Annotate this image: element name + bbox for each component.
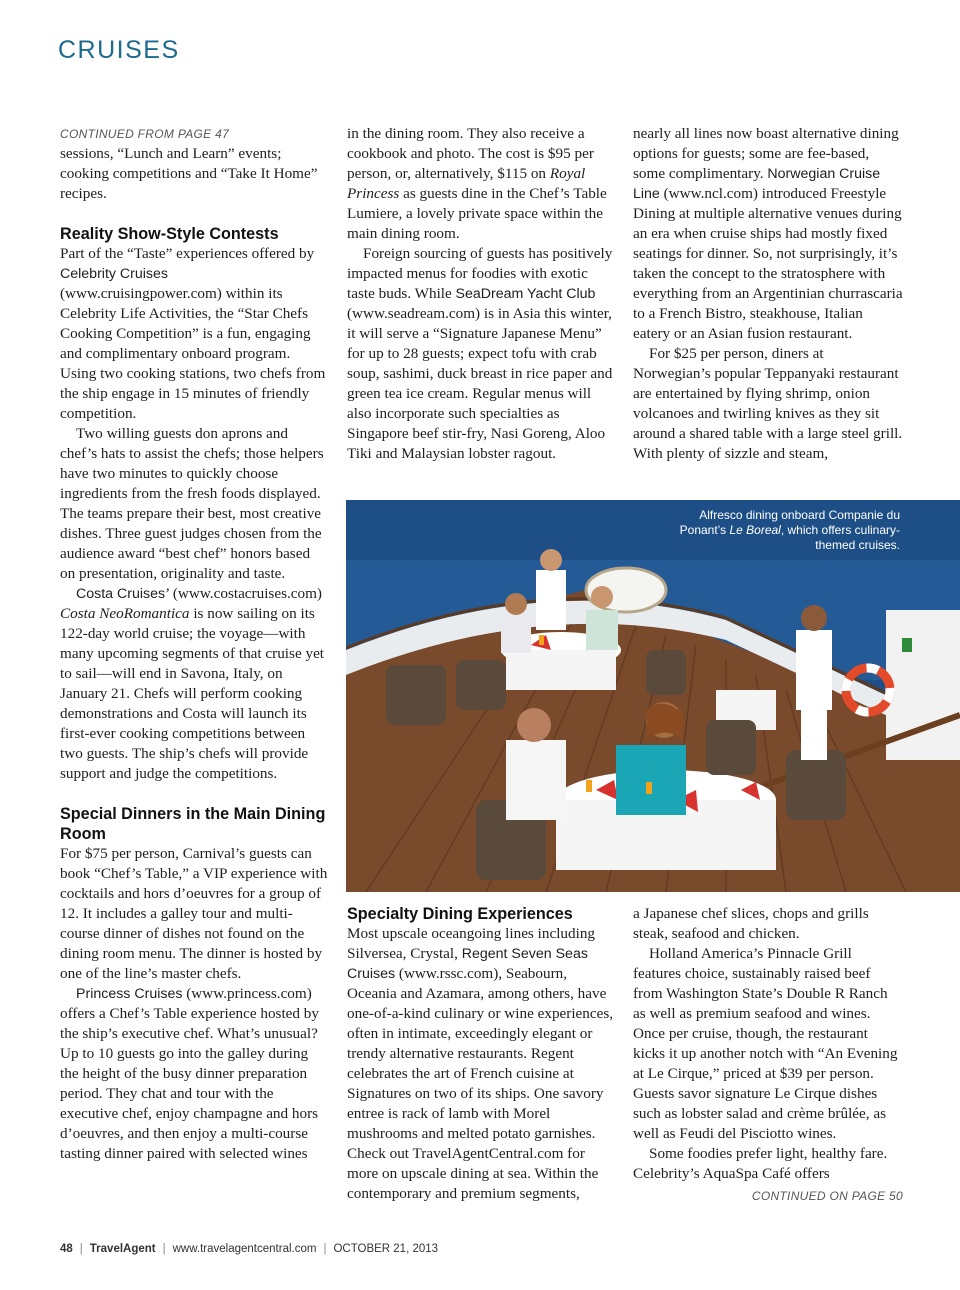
paragraph-holland-america: Holland America’s Pinnacle Grill features choice, sustainably raised beef from Washington State’s Double R Ranch as well as premium seafood and wines. Once per cruise, though, the restaurant kicks it up another notch with “An Evening at Le Cirque,” priced at $39 per person. Guests savor signature Le Cirque dishes such as lobster salad and crème brûlée, as well as Feudi del Pisciotto wines.	[633, 945, 898, 1142]
dining-deck-photo	[346, 500, 960, 892]
ship-name-royal-princess: Royal Princess	[347, 165, 586, 202]
continued-from-label: CONTINUED FROM PAGE 47	[60, 127, 230, 141]
brand-seadream-yacht-club: SeaDream Yacht Club	[455, 286, 596, 302]
section-title: CRUISES	[58, 36, 180, 64]
photo-caption: Alfresco dining onboard Companie du Ponant’s Le Boreal, which offers culinary-themed cruises.	[679, 508, 900, 552]
heading-reality-show: Reality Show-Style Contests	[60, 225, 279, 243]
footer-brand: TravelAgent	[89, 1243, 156, 1255]
paragraph-norwegian: nearly all lines now boast alternative dining options for guests; some are fee-based, some complimentary. Norwegian Cruise Line (www.ncl.com) introduced Freestyle Dining at multiple alternative venues during an era when cruise ships had mostly fixed seatings for dinner. So, not surprisingly, it’s taken the concept to the stratosphere with everything from an Argentinian churrascaria to a French Bistro, steakhouse, Italian eatery or an Asian fusion restaurant.	[633, 125, 903, 342]
brand-regent-seven-seas: Regent Seven Seas Cruises	[347, 946, 588, 982]
paragraph-carnival: For $75 per person, Carnival’s guests can book “Chef’s Table,” a VIP experience with cocktails and hors d’oeuvres for a group of 12. It includes a galley tour and multi-course dinner of dishes not found on the dining room menu. The dinner is hosted by one of the line’s master chefs.	[60, 845, 328, 982]
paragraph-costa: Costa Cruises’ (www.costacruises.com) Costa NeoRomantica is now sailing on its 122-day world cruise; the voyage—with many upcoming segments of that cruise yet to sail—will end in Savona, Italy, on January 21. Chefs will perform cooking demonstrations and Costa will launch its first-ever cooking competitions between two guests. The ship’s chefs will provide support and judge the competitions.	[60, 585, 325, 782]
paragraph-princess: Princess Cruises (www.princess.com) offers a Chef’s Table experience hosted by the ship’s executive chef. What’s unusual? Up to 10 guests go into the galley during the height of the busy dinner preparation period. They chat and tour with the executive chef, enjoy champagne and hors d’oeuvres, and then enjoy a multi-course tasting dinner paired with selected wines	[60, 985, 319, 1162]
intro-paragraph: sessions, “Lunch and Learn” events; cooking competitions and “Take It Home” recipes.	[60, 145, 318, 202]
paragraph-japanese-chef: a Japanese chef slices, chops and grills steak, seafood and chicken.	[633, 905, 869, 942]
column-1	[60, 124, 328, 1164]
brand-celebrity-cruises: Celebrity Cruises	[60, 266, 169, 282]
photo-illustration	[346, 500, 960, 892]
column-3-bottom	[633, 904, 903, 1206]
paragraph-guests-aprons: Two willing guests don aprons and chef’s hats to assist the chefs; those helpers have two minutes to quickly choose ingredients from the fresh foods displayed. The teams prepare their best, most creative dishes. Three guest judges chosen from the audience award “best chef” honors based on presentation, originality and taste.	[60, 425, 324, 582]
paragraph-chefs-table-cost: in the dining room. They also receive a cookbook and photo. The cost is $95 per person, or, alternatively, $115 on Royal Princess as guests dine in the Chef’s Table Lumiere, a lovely private space within the main dining room.	[347, 125, 607, 242]
column-3-top	[633, 124, 903, 464]
heading-specialty-dining: Specialty Dining Experiences	[347, 905, 573, 923]
heading-special-dinners: Special Dinners in the Main Dining Room	[60, 805, 326, 843]
column-2-bottom	[347, 904, 615, 1204]
continued-on-label: CONTINUED ON PAGE 50	[751, 1189, 903, 1203]
brand-costa-cruises: Costa Cruises	[76, 586, 166, 602]
footer-date: OCTOBER 21, 2013	[333, 1243, 439, 1255]
caption-ship-name: Le Boreal	[729, 523, 781, 537]
paragraph-celebrity: Part of the “Taste” experiences offered by Celebrity Cruises (www.cruisingpower.com) within its Celebrity Life Activities, the “Star Chefs Cooking Competition” is a fun, engaging and complimentary onboard program. Using two cooking stations, two chefs from the ship engage in 15 minutes of friendly competition.	[60, 245, 326, 422]
brand-princess-cruises: Princess Cruises	[76, 986, 183, 1002]
paragraph-teppanyaki: For $25 per person, diners at Norwegian’s popular Teppanyaki restaurant are entertained by flying shrimp, onion volcanoes and twirling knives as they sit around a shared table with a large steel grill. With plenty of sizzle and steam,	[633, 345, 903, 462]
paragraph-upscale-lines: Most upscale oceangoing lines including Silversea, Crystal, Regent Seven Seas Cruises (www.rssc.com), Seabourn, Oceania and Azamara, among others, have one-of-a-kind culinary or wine experiences, often in intimate, exceedingly elegant or trendy alternative restaurants. Regent celebrates the art of French cuisine at Signatures on two of its ships. One savory entree is rack of lamb with Morel mushrooms and melted potato garnishes. Check out TravelAgentCentral.com for more on upscale dining at sea. Within the contemporary and premium segments,	[347, 925, 614, 1202]
page-number: 48	[60, 1243, 73, 1255]
paragraph-aquaspa: Some foodies prefer light, healthy fare. Celebrity’s AquaSpa Café offers	[633, 1145, 888, 1182]
brand-norwegian-cruise-line: Norwegian Cruise Line	[633, 166, 881, 202]
column-2-top	[347, 124, 615, 464]
page-footer: 48 | TravelAgent | www.travelagentcentral.com | OCTOBER 21, 2013	[60, 1243, 439, 1255]
footer-url[interactable]: www.travelagentcentral.com	[172, 1243, 317, 1255]
ship-name-costa-neoromantica: Costa NeoRomantica	[60, 605, 190, 622]
paragraph-seadream: Foreign sourcing of guests has positively impacted menus for foodies with exotic taste buds. While SeaDream Yacht Club (www.seadream.com) is in Asia this winter, it will serve a “Signature Japanese Menu” for up to 28 guests; expect tofu with crab soup, sashimi, duck breast in rice paper and green tea ice cream. Regular menus will also incorporate such specialties as Singapore beef stir-fry, Nasi Goreng, Aloo Tiki and Malaysian lobster ragout.	[347, 245, 613, 462]
